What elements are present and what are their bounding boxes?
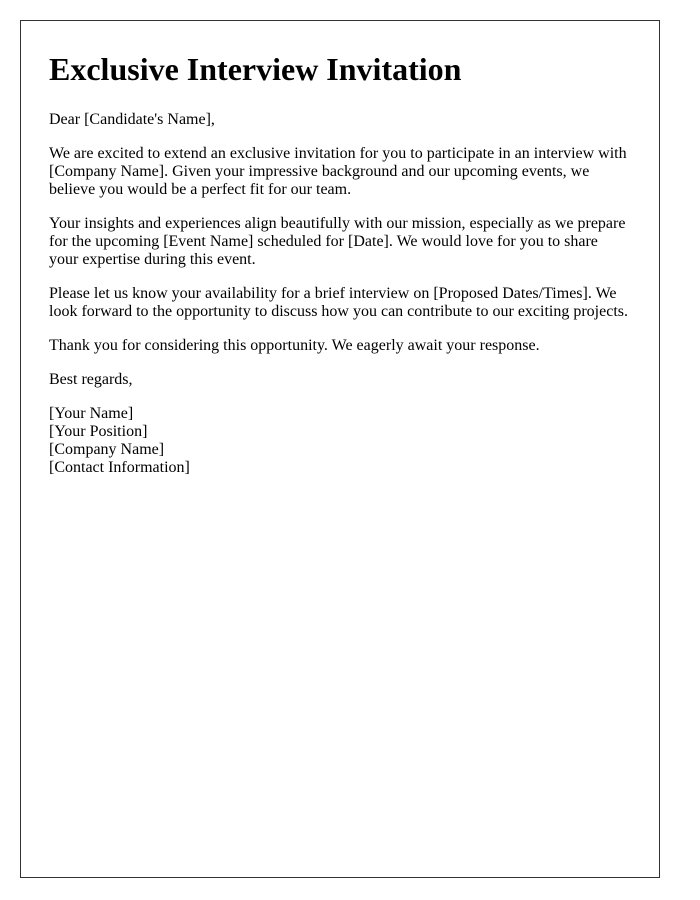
signature-position: [Your Position] [49, 423, 148, 440]
closing: Best regards, [49, 371, 133, 388]
signature-name: [Your Name] [49, 405, 134, 422]
letter-title: Exclusive Interview Invitation [49, 51, 462, 87]
letter-content [21, 21, 659, 477]
paragraph-insights: Your insights and experiences align beautifully with our mission, especially as we prepare for the upcoming [Event Name] scheduled for [Date]. We would love for you to share your expertise during this event. [49, 215, 626, 268]
paragraph-availability: Please let us know your availability for a brief interview on [Proposed Dates/Times]. We look forward to the opportunity to discuss how you can contribute to our exciting projects. [49, 285, 628, 320]
paragraph-thanks: Thank you for considering this opportunity. We eagerly await your response. [49, 337, 540, 354]
signature-company: [Company Name] [49, 441, 165, 458]
salutation: Dear [Candidate's Name], [49, 111, 215, 128]
letter-page [20, 20, 660, 878]
paragraph-invitation: We are excited to extend an exclusive invitation for you to participate in an interview with [Company Name]. Given your impressive background and our upcoming events, we believe you would be a perfect fit for our team. [49, 145, 627, 198]
signature-contact: [Contact Information] [49, 459, 190, 476]
signature-block [49, 405, 631, 477]
